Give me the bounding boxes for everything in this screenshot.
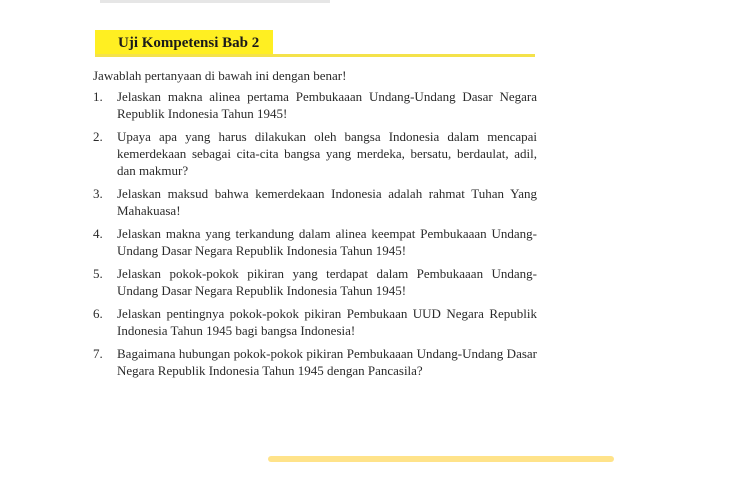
question-item-1 [93, 88, 537, 122]
question-list [93, 88, 537, 385]
question-number: 1. [93, 89, 103, 104]
question-item-6 [93, 305, 537, 339]
section-title: Uji Kompetensi Bab 2 [118, 35, 260, 51]
question-text: Upaya apa yang harus dilakukan oleh bangsa Indonesia dalam mencapai kemerdekaan sebagai cita-cita bangsa yang merdeka, bersatu, berdaulat, adil, dan makmur? [117, 129, 537, 178]
question-item-2 [93, 128, 537, 179]
question-number: 4. [93, 226, 103, 241]
question-item-5 [93, 265, 537, 299]
question-number: 5. [93, 266, 103, 281]
question-text: Jelaskan makna alinea pertama Pembukaaan Undang-Undang Dasar Negara Republik Indonesia Tahun 1945! [117, 89, 537, 121]
question-item-4 [93, 225, 537, 259]
section-header-rule [95, 54, 535, 57]
top-decorative-strip [100, 0, 330, 3]
footer-decorative-band [268, 456, 614, 462]
question-number: 6. [93, 306, 103, 321]
question-item-3 [93, 185, 537, 219]
question-number: 2. [93, 129, 103, 144]
question-number: 7. [93, 346, 103, 361]
question-text: Jelaskan pentingnya pokok-pokok pikiran Pembukaan UUD Negara Republik Indonesia Tahun 1945 bagi bangsa Indonesia! [117, 306, 537, 338]
question-text: Jelaskan maksud bahwa kemerdekaan Indonesia adalah rahmat Tuhan Yang Mahakuasa! [117, 186, 537, 218]
question-text: Jelaskan pokok-pokok pikiran yang terdapat dalam Pembukaaan Undang-Undang Dasar Negara Republik Indonesia Tahun 1945! [117, 266, 537, 298]
question-text: Jelaskan makna yang terkandung dalam alinea keempat Pembukaaan Undang-Undang Dasar Negara Republik Indonesia Tahun 1945! [117, 226, 537, 258]
question-text: Bagaimana hubungan pokok-pokok pikiran Pembukaaan Undang-Undang Dasar Negara Republik Indonesia Tahun 1945 dengan Pancasila? [117, 346, 537, 378]
question-item-7 [93, 345, 537, 379]
question-number: 3. [93, 186, 103, 201]
instruction-text: Jawablah pertanyaan di bawah ini dengan benar! [93, 68, 347, 83]
